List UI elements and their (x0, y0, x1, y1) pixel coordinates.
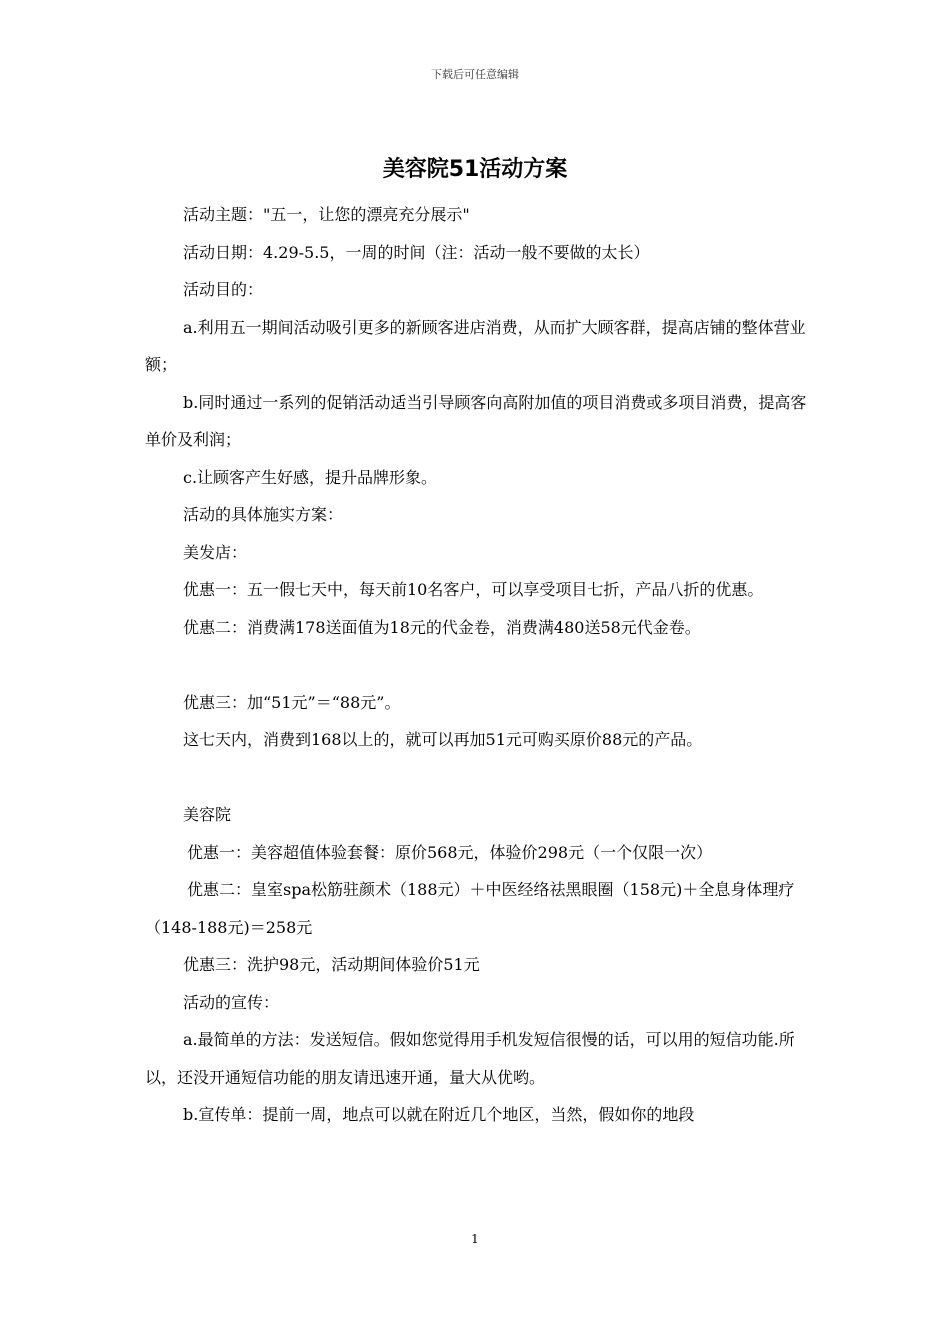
paragraph-salon-offer-3: 优惠三：加“51元”＝“88元”。 (183, 692, 401, 712)
paragraph-purpose-c: c.让顾客产生好感，提升品牌形象。 (183, 467, 438, 487)
paragraph-salon-offer-3-detail: 这七天内，消费到168以上的，就可以再加51元可购买原价88元的产品。 (183, 730, 703, 749)
paragraph-salon-offer-2: 优惠二：消费满178送面值为18元的代金卷，消费满480送58元代金卷。 (183, 617, 701, 637)
blank-line (145, 646, 815, 684)
paragraph-salon-offer-1: 优惠一：五一假七天中，每天前10名客户，可以享受项目七折，产品八折的优惠。 (183, 580, 764, 599)
paragraph-purpose-b: b.同时通过一系列的促销活动适当引导顾客向高附加值的项目消费或多项目消费，提高客单价及利润； (145, 392, 807, 449)
blank-line (145, 759, 815, 797)
paragraph-date: 活动日期：4.29-5.5，一周的时间（注：活动一般不要做的太长） (183, 242, 650, 262)
paragraph-plan-heading: 活动的具体施实方案： (183, 505, 344, 524)
paragraph-promo-b: b.宣传单：提前一周，地点可以就在附近几个地区，当然，假如你的地段 (183, 1105, 695, 1124)
paragraph-beauty-offer-1: 优惠一：美容超值体验套餐：原价568元，体验价298元（一个仅限一次） (187, 842, 713, 862)
paragraph-purpose-a: a.利用五一期间活动吸引更多的新顾客进店消费，从而扩大顾客群，提高店铺的整体营业额； (145, 317, 806, 374)
page-header: 下载后可任意编辑 (431, 68, 519, 81)
paragraph-promo-heading: 活动的宣传： (183, 992, 280, 1012)
paragraph-beauty-offer-3: 优惠三：洗护98元，活动期间体验价51元 (183, 955, 480, 974)
paragraph-beauty-heading: 美容院 (183, 805, 232, 824)
document-title: 美容院51活动方案 (382, 157, 568, 182)
paragraph-beauty-offer-2: 优惠二：皇室spa松筋驻颜术（188元）＋中医经络祛黑眼圈（158元)＋全息身体理疗（148-188元)＝258元 (145, 880, 795, 937)
page-number: 1 (471, 1232, 479, 1246)
paragraph-purpose-heading: 活动目的： (183, 280, 264, 299)
paragraph-salon-heading: 美发店： (183, 542, 248, 562)
document-body (145, 196, 815, 1134)
paragraph-promo-a: a.最简单的方法：发送短信。假如您觉得用手机发短信很慢的话，可以用的短信功能.所以，还没开通短信功能的朋友请迅速开通，量大从优哟。 (145, 1030, 795, 1087)
paragraph-theme: 活动主题："五一，让您的漂亮充分展示" (183, 205, 470, 224)
